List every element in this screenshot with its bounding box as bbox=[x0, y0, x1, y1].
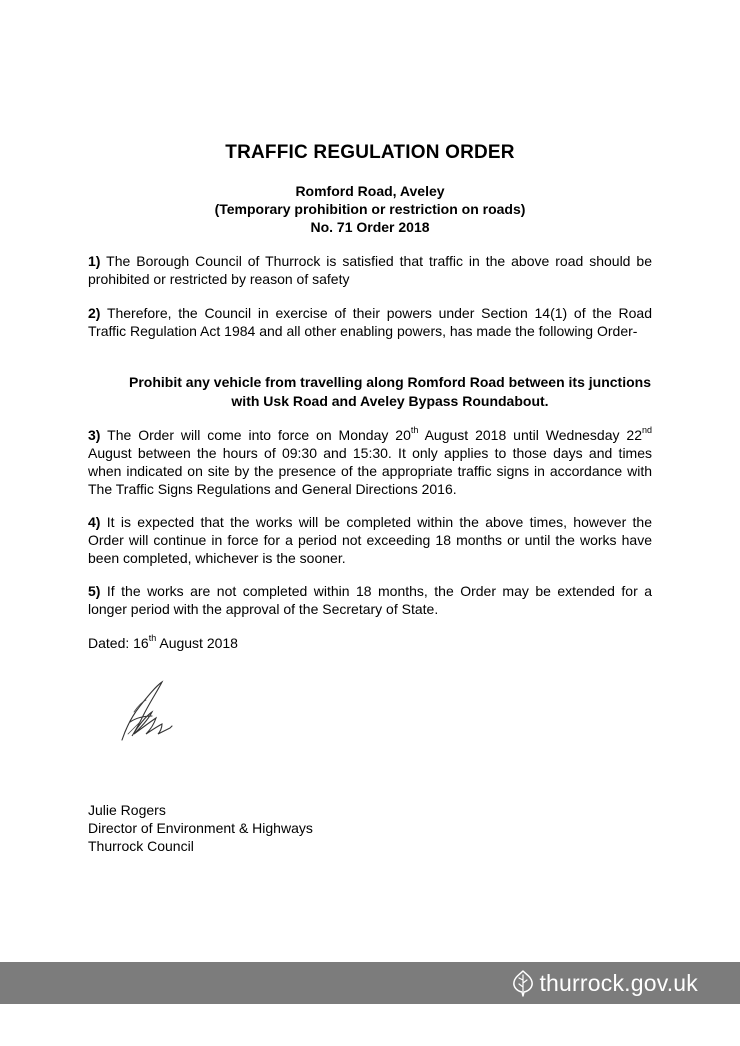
subtitle-road: Romford Road, Aveley bbox=[295, 183, 445, 199]
dated-prefix: Dated: 16 bbox=[88, 635, 149, 651]
signature-icon bbox=[110, 676, 190, 746]
dated-line bbox=[88, 634, 652, 652]
page-title: TRAFFIC REGULATION ORDER bbox=[225, 142, 515, 163]
paragraph-4-text: It is expected that the works will be completed within the above times, however the Order will continue in force for a period not exceeding 18 months or until the works have been completed, whichever is the sooner. bbox=[88, 514, 653, 566]
paragraph-5 bbox=[88, 582, 652, 618]
signatory-organisation: Thurrock Council bbox=[88, 838, 194, 854]
prohibition-statement: Prohibit any vehicle from travelling along Romford Road between its junctions with Usk Road and Aveley Bypass Roundabout. bbox=[129, 374, 651, 409]
footer-logo bbox=[511, 968, 698, 998]
paragraph-3-sup-2: nd bbox=[642, 425, 653, 436]
footer-bar bbox=[0, 962, 740, 1004]
leaf-icon bbox=[511, 969, 535, 997]
paragraph-2-number: 2) bbox=[88, 305, 101, 321]
paragraph-3 bbox=[88, 426, 652, 498]
paragraph-2-text: Therefore, the Council in exercise of their powers under Section 14(1) of the Road Traffic Regulation Act 1984 and all other enabling powers, has made the following Order- bbox=[88, 305, 652, 339]
subtitle-description: (Temporary prohibition or restriction on roads) bbox=[214, 201, 526, 217]
signatory-block bbox=[88, 801, 313, 855]
paragraph-1 bbox=[88, 252, 652, 288]
paragraph-3-text-a: The Order will come into force on Monday 20 bbox=[107, 427, 411, 443]
signatory-name: Julie Rogers bbox=[88, 802, 166, 818]
dated-sup: th bbox=[148, 633, 157, 644]
paragraph-3-text-b: August 2018 until Wednesday 22 bbox=[418, 427, 642, 443]
footer-website: thurrock.gov.uk bbox=[539, 969, 698, 996]
paragraph-5-text: If the works are not completed within 18 months, the Order may be extended for a longer period with the approval of the Secretary of State. bbox=[88, 583, 653, 617]
dated-suffix: August 2018 bbox=[156, 635, 238, 651]
paragraph-3-text-c: August between the hours of 09:30 and 15:30. It only applies to those days and times when indicated on site by the presence of the appropriate traffic signs in accordance with The Traffic Signs Regulations and General Directions 2016. bbox=[88, 445, 652, 497]
signatory-position: Director of Environment & Highways bbox=[88, 820, 313, 836]
paragraph-1-text: The Borough Council of Thurrock is satisfied that traffic in the above road should be prohibited or restricted by reason of safety bbox=[88, 253, 652, 287]
paragraph-5-number: 5) bbox=[88, 583, 101, 599]
paragraph-2 bbox=[88, 304, 652, 340]
paragraph-4-number: 4) bbox=[88, 514, 101, 530]
paragraph-3-number: 3) bbox=[88, 427, 101, 443]
paragraph-4 bbox=[88, 513, 652, 567]
paragraph-1-number: 1) bbox=[88, 253, 101, 269]
paragraph-3-sup-1: th bbox=[410, 425, 419, 436]
subtitle-order-number: No. 71 Order 2018 bbox=[310, 219, 430, 235]
